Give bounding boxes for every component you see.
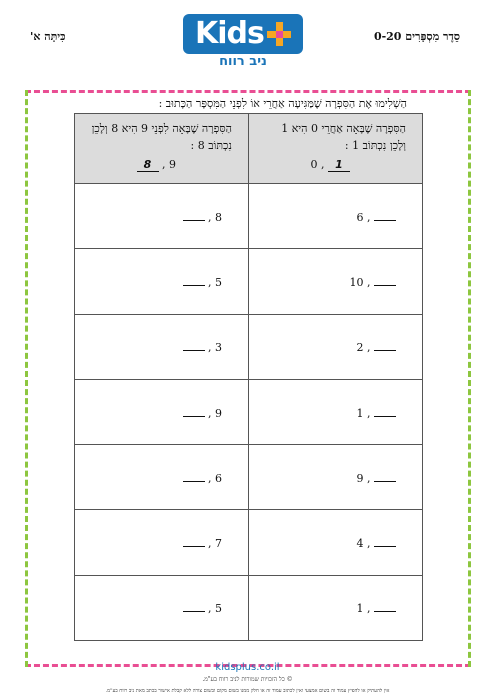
table-row — [75, 379, 423, 444]
table-row — [75, 249, 423, 314]
table-row — [75, 184, 423, 249]
answer-blank[interactable] — [183, 470, 205, 482]
logo-brand: Kids — [195, 16, 264, 51]
given-number: 6 — [356, 210, 364, 224]
legal-notice: אין להעתיק או להפיץ עמוד זה בשום אמצעי ואין לכתוב עמוד זה או חלק ממנו בשום מקום ובשום צורה ללא קבלת אישור בכתב מאת ניב רווח בע"מ. — [105, 688, 390, 694]
given-number: 6 — [215, 471, 222, 485]
given-number: 1 — [356, 602, 364, 616]
given-number: 10 — [349, 275, 364, 289]
exercise-after: 9 , — [249, 445, 423, 510]
answer-blank[interactable] — [374, 470, 396, 482]
given-number: 3 — [215, 341, 222, 355]
exercise-before: , 8 — [75, 184, 249, 249]
exercise-after: 1 , — [249, 575, 423, 640]
given-number: 2 — [356, 341, 364, 355]
answer-blank[interactable] — [374, 339, 396, 351]
answer-blank[interactable] — [374, 405, 396, 417]
given-number: 9 — [356, 471, 364, 485]
exercise-before: , 7 — [75, 510, 249, 575]
given-number: 8 — [215, 210, 222, 224]
answer-blank[interactable] — [374, 274, 396, 286]
example-answer: 8 — [137, 158, 159, 172]
exercise-after: 10 , — [249, 249, 423, 314]
grade-label: כִּיתָּה א' — [30, 30, 66, 43]
header-after-text: הַסִּפְרָה שֶׁבָּאָה אַחֲרֵי 0 הִיא 1 וְלָכֵן נִכְתּוֹב 1 : — [281, 122, 406, 152]
answer-blank[interactable] — [183, 535, 205, 547]
kids-logo — [183, 14, 303, 76]
given-number: 7 — [215, 537, 222, 551]
table-row — [75, 445, 423, 510]
header-after — [249, 114, 423, 184]
example-before: 8 , 9 — [91, 158, 232, 172]
answer-blank[interactable] — [183, 274, 205, 286]
answer-blank[interactable] — [183, 339, 205, 351]
exercise-before: , 5 — [75, 575, 249, 640]
exercise-before: , 6 — [75, 445, 249, 510]
answer-blank[interactable] — [374, 600, 396, 612]
example-after: 0 , 1 — [265, 158, 406, 172]
exercise-after: 6 , — [249, 184, 423, 249]
given-number: 5 — [215, 602, 222, 616]
plus-icon — [267, 22, 291, 46]
exercise-table — [74, 113, 423, 641]
exercise-after: 2 , — [249, 314, 423, 379]
exercise-before: , 3 — [75, 314, 249, 379]
table-row — [75, 314, 423, 379]
exercise-before: , 5 — [75, 249, 249, 314]
table-row — [75, 510, 423, 575]
logo-subtitle: ניב רווח — [219, 54, 267, 69]
answer-blank[interactable] — [183, 209, 205, 221]
answer-blank[interactable] — [183, 405, 205, 417]
exercise-before: , 9 — [75, 379, 249, 444]
given-number: 9 — [215, 406, 222, 420]
given-number: 4 — [356, 537, 364, 551]
header-before — [75, 114, 249, 184]
table-header-row — [75, 114, 423, 184]
table-row — [75, 575, 423, 640]
instruction-text: הַשְׁלִימוּ אֶת הַסִּפְרָה שֶׁמַּגִּיעָה אַחֲרֵי אוֹ לִפְנֵי הַמִּסְפָּר הַכָּתוּב : — [158, 97, 407, 110]
given-number: 5 — [215, 275, 222, 289]
site-url: kidsplus.co.il — [215, 662, 280, 673]
given-number: 1 — [356, 406, 364, 420]
header-before-text: הַסִּפְרָה שֶׁבָּאָה לִפְנֵי 9 הִיא 8 וְלָכֵן נִכְתּוֹב 8 : — [91, 122, 232, 152]
answer-blank[interactable] — [183, 600, 205, 612]
exercise-after: 1 , — [249, 379, 423, 444]
exercise-after: 4 , — [249, 510, 423, 575]
answer-blank[interactable] — [374, 209, 396, 221]
copyright-line: © כל הזכויות שמורות לניב רווח בע"מ. — [202, 676, 293, 683]
answer-blank[interactable] — [374, 535, 396, 547]
example-answer: 1 — [328, 158, 350, 172]
worksheet-title: סֵדֶר מִסְפָּרִים 0-20 — [373, 30, 460, 43]
